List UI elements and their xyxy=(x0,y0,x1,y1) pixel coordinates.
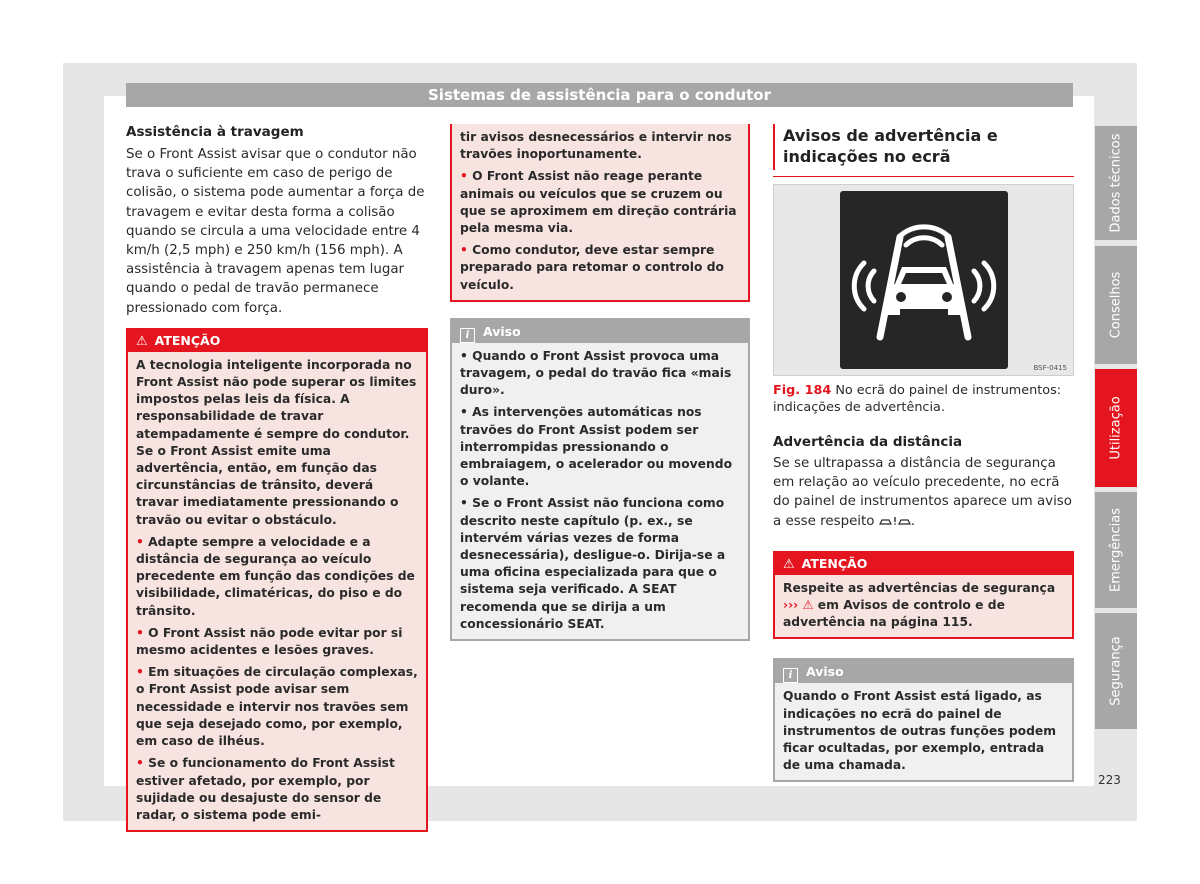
figure-184 xyxy=(773,184,1074,376)
warning-box xyxy=(126,328,428,832)
warning-box xyxy=(773,551,1074,640)
warning-intro: tir avisos desnecessários e intervir nos travões inoportunamente. xyxy=(460,130,732,162)
note-text: Quando o Front Assist está ligado, as indicações no ecrã do painel de instrumentos de outras funções podem ficar ocultadas, por exemplo, entrada de uma chamada. xyxy=(783,689,1057,773)
warning-box-continued xyxy=(450,124,750,302)
note-label: Aviso xyxy=(806,664,844,680)
warning-bullet: • O Front Assist não pode evitar por si mesmo acidentes e lesões graves. xyxy=(136,625,403,658)
info-icon: i xyxy=(783,668,798,683)
distance-warning-icon xyxy=(879,516,911,526)
section-divider xyxy=(773,176,1074,177)
warning-bullet: • O Front Assist não reage perante animais ou veículos que se cruzem ou que se aproximem em direção contrária pela mesma via. xyxy=(460,169,737,236)
warning-header xyxy=(128,330,426,352)
instrument-display xyxy=(840,191,1008,369)
warning-text: Respeite as advertências de segurança ››› ⚠ em Avisos de controlo e de advertência na página 115. xyxy=(783,580,1056,630)
note-bullet: • Quando o Front Assist provoca uma travagem, o pedal do travão fica «mais duro». xyxy=(460,348,732,398)
note-bullet: • Se o Front Assist não funciona como descrito neste capítulo (p. ex., se intervém várias vezes de forma desnecessária), desligue-o. Dirija-se a uma oficina especializada para que o sistema seja verificado. A SEAT recomenda que se dirija a um concessionário SEAT. xyxy=(460,496,726,631)
note-body xyxy=(452,343,748,639)
warning-body xyxy=(452,124,748,300)
note-box xyxy=(773,658,1074,782)
tab-seguranca[interactable]: Segurança xyxy=(1095,613,1137,729)
heading-braking-assist: Assistência à travagem xyxy=(126,124,304,140)
warning-bullet: • Adapte sempre a velocidade e a distância de segurança ao veículo precedente em função das condições de visibilidade, climatéricas, do piso e do trânsito. xyxy=(136,534,415,618)
warning-triangle-icon: ⚠ xyxy=(783,556,795,572)
warning-bullet: • Em situações de circulação complexas, o Front Assist pode avisar sem necessidade e intervir nos travões sem que seja desejado como, por exemplo, em caso de ilhéus. xyxy=(136,665,418,749)
figure-code: BSF-0415 xyxy=(1033,364,1067,372)
warning-triangle-icon: ⚠ xyxy=(136,333,148,349)
paragraph-braking-assist: Se o Front Assist avisar que o condutor não trava o suficiente em caso de perigo de colisão, o sistema pode aumentar a força de travagem e evitar desta forma a colisão quando se circula a uma velocidade entre 4 km/h (2,5 mph) e 250 km/h (156 mph). A assistência à travagem apenas tem lugar quando o pedal de travão permanece pressionado com força. xyxy=(126,147,425,316)
figure-caption: Fig. 184 No ecrã do painel de instrumentos: indicações de advertência. xyxy=(773,383,1062,415)
tab-utilizacao[interactable]: Utilização xyxy=(1095,369,1137,487)
warning-header xyxy=(775,553,1072,575)
warning-body xyxy=(775,575,1072,638)
tab-conselhos[interactable]: Conselhos xyxy=(1095,246,1137,364)
column-2 xyxy=(450,124,750,641)
tab-emergencias[interactable]: Emergências xyxy=(1095,492,1137,608)
car-radar-icon xyxy=(840,191,1008,369)
warning-bullet: • Se o funcionamento do Front Assist estiver afetado, por exemplo, por sujidade ou desajuste do sensor de radar, o sistema pode emi- xyxy=(136,756,395,822)
paragraph-distance-warning: Se se ultrapassa a distância de segurança em relação ao veículo precedente, no ecrã do painel de instrumentos aparece um aviso a esse respeito . xyxy=(773,456,1072,529)
info-icon: i xyxy=(460,328,475,343)
warning-label: ATENÇÃO xyxy=(801,555,868,571)
warning-intro: A tecnologia inteligente incorporada no Front Assist não pode superar os limites impostos pelas leis da física. A responsabilidade de travar atempadamente é sempre do condutor. Se o Front Assist emite uma advertência, então, em função das circunstâncias de trânsito, deverá travar imediatamente pressionando o travão ou evitar o obstáculo. xyxy=(136,357,417,527)
warning-bullet: • Como condutor, deve estar sempre preparado para retomar o controlo do veículo. xyxy=(460,243,724,292)
note-body xyxy=(775,683,1072,780)
warning-body xyxy=(128,352,426,830)
note-header xyxy=(452,320,748,343)
note-bullet: • As intervenções automáticas nos travões do Front Assist podem ser interrompidas pressionando o embraiagem, o acelerador ou movendo o volante. xyxy=(460,405,733,489)
note-label: Aviso xyxy=(483,323,521,339)
tab-dados-tecnicos[interactable]: Dados técnicos xyxy=(1095,126,1137,240)
note-header xyxy=(775,660,1072,683)
section-title: Avisos de advertência e indicações no ecrã xyxy=(773,124,1074,170)
page-number: 223 xyxy=(1098,773,1121,787)
heading-distance-warning: Advertência da distância xyxy=(773,434,963,450)
note-box xyxy=(450,318,750,641)
section-header: Sistemas de assistência para o condutor xyxy=(126,83,1073,107)
warning-label: ATENÇÃO xyxy=(154,332,221,348)
column-1 xyxy=(126,124,428,832)
column-3 xyxy=(773,124,1074,782)
